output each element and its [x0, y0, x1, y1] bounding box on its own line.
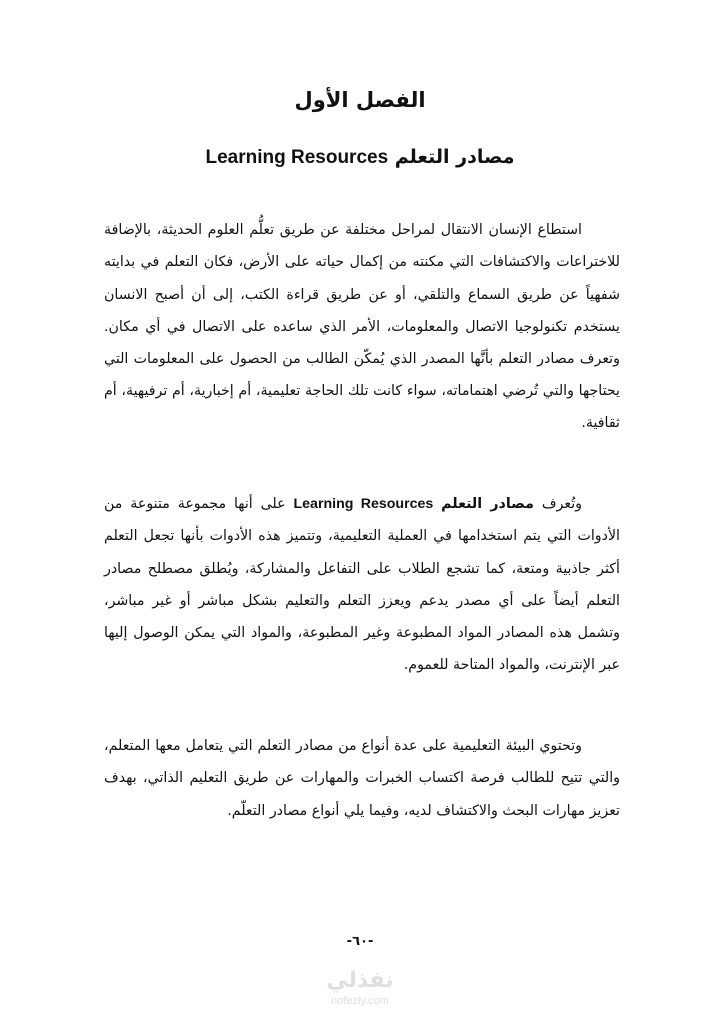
term-arabic: مصادر التعلم	[441, 496, 534, 513]
paragraph-2-prefix: وتُعرف	[541, 496, 583, 513]
watermark-arabic: نفذلي	[326, 968, 394, 993]
section-title-arabic: مصادر التعلم	[394, 146, 515, 168]
page-number: -٦٠-	[346, 934, 374, 949]
paragraph-2	[104, 488, 620, 681]
paragraph-1: استطاع الإنسان الانتقال لمراحل مختلفة عن طريق تعلُّم العلوم الحديثة، بالإضافة للاختراعات والاكتشافات التي مكنته من إكمال حياته على الأرض، فكان التعلم في بدايته شفهياً عن طريق السماع والتلقي، أو عن طريق قراءة الكتب، إلى أن أصبح الانسان يستخدم تكنولوجيا الاتصال والمعلومات، الأمر الذي ساعده على الاتصال في أي مكان. وتعرف مصادر التعلم بأنَّها المصدر الذي يُمكّن الطالب من الحصول على المعلومات التي يحتاجها والتي تُرضي اهتماماته، سواء كانت تلك الحاجة تعليمية، أم إخبارية، أم ترفيهية، أم ثقافية.	[104, 222, 620, 432]
term-english: Learning Resources	[293, 496, 434, 513]
paragraph-3: وتحتوي البيئة التعليمية على عدة أنواع من مصادر التعلم التي يتعامل معها المتعلم، والتي تتيح للطالب فرصة اكتساب الخبرات والمهارات عن طريق التعليم الذاتي، بهدف تعزيز مهارات البحث والاكتشاف لديه، وفيما يلي أنواع مصادر التعلّم.	[104, 738, 620, 819]
watermark-logo	[310, 968, 410, 1016]
chapter-title: الفصل الأول	[294, 88, 426, 112]
section-title-english: Learning Resources	[205, 147, 389, 168]
paragraph-2-text: على أنها مجموعة متنوعة من الأدوات التي يتم استخدامها في العملية التعليمية، وتتميز هذه الأدوات بأنها تجعل التعلم أكثر جاذبية ومتعة، كما تشجع الطلاب على التفاعل والمشاركة، ويُطلق مصطلح مصادر التعلم أيضاً على أي مصدر يدعم ويعزز التعلم والتعليم بشكل مباشر أو غير مباشر، وتشمل هذه المصادر المواد المطبوعة وغير المطبوعة، والمواد التي يمكن الوصول إليها عبر الإنترنت، والمواد المتاحة للعموم.	[104, 496, 620, 674]
watermark-url: nofezly.com	[331, 995, 389, 1007]
section-title	[0, 146, 720, 169]
